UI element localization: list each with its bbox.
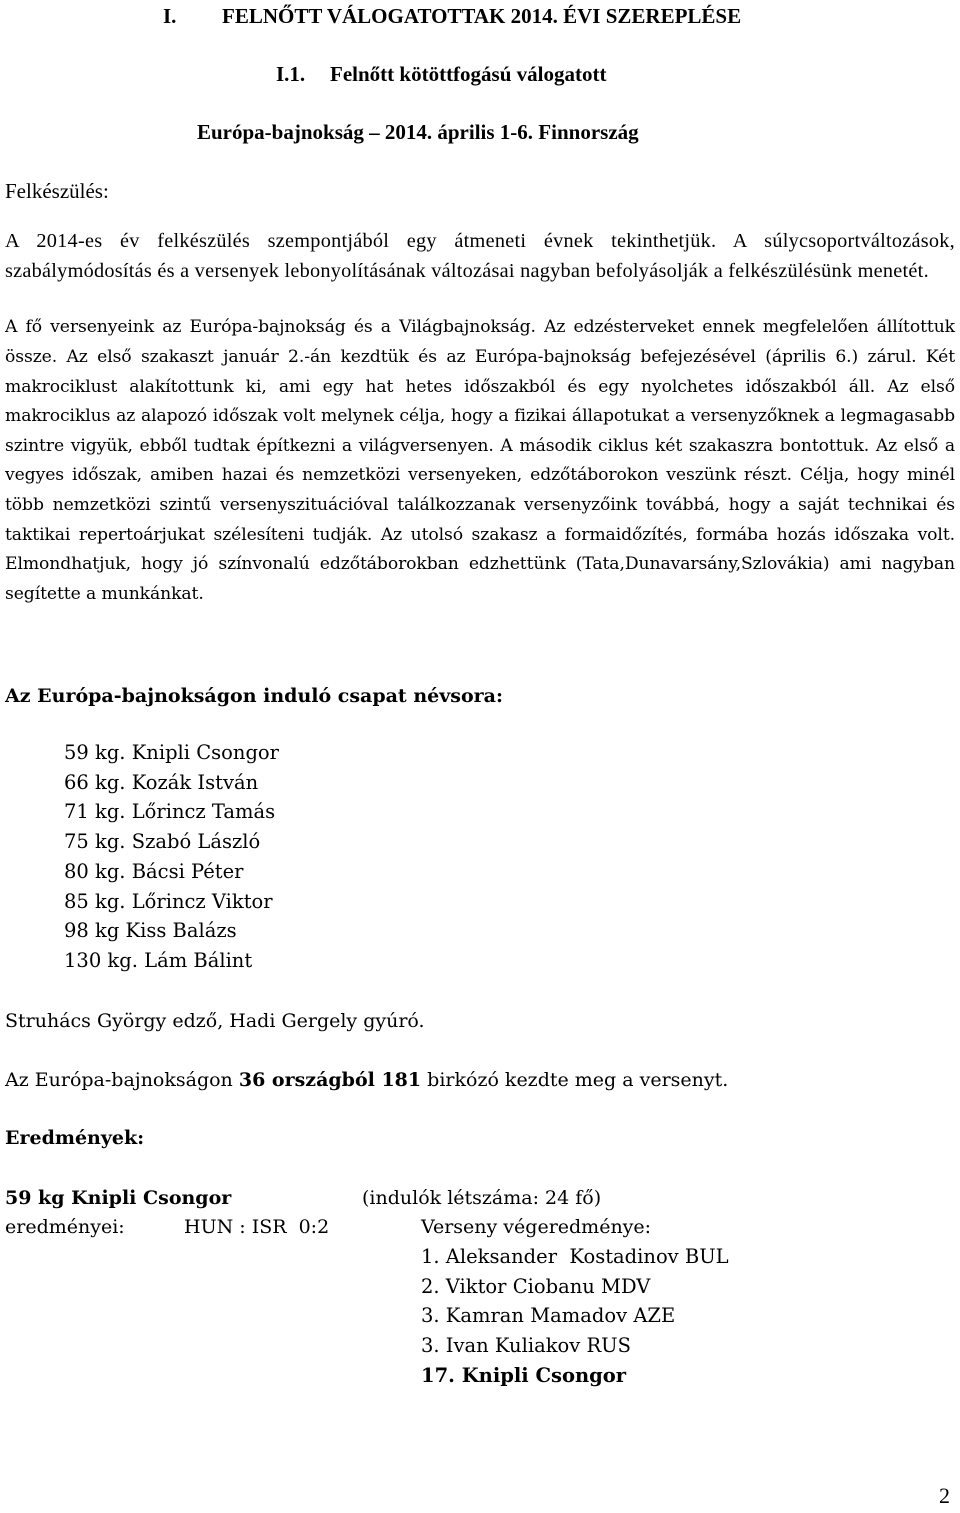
- section-number: I.1.: [276, 62, 306, 86]
- roster-item: 66 kg. Kozák István: [64, 770, 259, 794]
- participation-count: 36 országból 181: [238, 1069, 422, 1091]
- wrestler-name: 59 kg Knipli Csongor: [5, 1187, 232, 1209]
- results-sublabel: eredményei:: [5, 1216, 125, 1238]
- team-label: Az Európa-bajnokságon induló csapat névsora:: [5, 685, 503, 707]
- preparation-paragraph-1: A 2014-es év felkészülés szempontjából egy átmeneti évnek tekinthetjük. A súlycsoportváltozások, szabálymódosítás és a versenyek lebonyolításának változásai nagyban befolyásolják a felkészülésünk menetét.: [5, 230, 955, 282]
- roster-item: 71 kg. Lőrincz Tamás: [64, 800, 276, 824]
- roster-item: 75 kg. Szabó László: [64, 830, 261, 854]
- preparation-label: Felkészülés:: [5, 179, 109, 203]
- roster-item: 130 kg. Lám Bálint: [64, 948, 253, 972]
- final-standings-label: Verseny végeredménye:: [421, 1216, 652, 1238]
- roster-item: 85 kg. Lőrincz Viktor: [64, 889, 273, 913]
- preparation-paragraph-2: A fő versenyeink az Európa-bajnokság és a Világbajnokság. Az edzésterveket ennek megfelelően állítottuk össze. Az első szakaszt január 2.-án kezdtük és az Európa-bajnokság befejezésével (április 6.) zárul. Két makrociklust alakítottunk ki, ami egy hat hetes időszakból és egy nyolchetes időszakból áll. Az első makrociklus az alapozó időszak volt melynek célja, hogy a fizikai állapotukat a versenyzőknek a legmagasabb szintre vigyük, ebből tudtak építkezni a világversenyen. A második ciklus két szakaszra bontottuk. Az első a vegyes időszak, amiben hazai és nemzetközi versenyeken, edzőtáborokon veszünk részt. Célja, hogy minél több nemzetközi szintű versenyszituációval találkozzanak versenyzőink továbbá, hogy a saját technikai és taktikai repertoárjukat szélesíteni tudják. Az utolsó szakasz a formaidőzítés, formába hozás időszaka volt. Elmondhatjuk, hogy jó színvonalú edzőtáborokban edzhettünk (Tata,Dunavarsány,Szlovákia) ami nagyban segítette a munkánkat.: [5, 317, 955, 605]
- standing-item: 3. Kamran Mamadov AZE: [421, 1304, 676, 1328]
- standing-item-highlight: 17. Knipli Csongor: [421, 1363, 627, 1387]
- section-title: Felnőtt kötöttfogású válogatott: [330, 62, 607, 86]
- team-roster: [64, 738, 279, 976]
- standing-item: 2. Viktor Ciobanu MDV: [421, 1274, 651, 1298]
- entrants-count: (indulók létszáma: 24 fő): [362, 1187, 602, 1209]
- final-standings: [421, 1242, 729, 1391]
- roster-item: 59 kg. Knipli Csongor: [64, 741, 279, 764]
- roster-item: 80 kg. Bácsi Péter: [64, 859, 244, 883]
- participation-prefix: Az Európa-bajnokságon: [5, 1069, 239, 1091]
- results-label: Eredmények:: [5, 1127, 145, 1149]
- page-number: 2: [939, 1483, 950, 1508]
- team-staff: Struhács György edző, Hadi Gergely gyúró.: [5, 1010, 425, 1032]
- chapter-title: FELNŐTT VÁLOGATOTTAK 2014. ÉVI SZEREPLÉSE: [222, 4, 742, 28]
- participation-suffix: birkózó kezdte meg a versenyt.: [421, 1069, 729, 1091]
- participation-line: [5, 1066, 728, 1094]
- chapter-number: I.: [163, 4, 177, 28]
- standing-item: 3. Ivan Kuliakov RUS: [421, 1334, 631, 1358]
- event-title: Európa-bajnokság – 2014. április 1-6. Finnország: [197, 120, 639, 144]
- roster-item: 98 kg Kiss Balázs: [64, 919, 237, 943]
- standing-item: 1. Aleksander Kostadinov BUL: [421, 1245, 729, 1268]
- match-result: HUN : ISR 0:2: [184, 1216, 330, 1238]
